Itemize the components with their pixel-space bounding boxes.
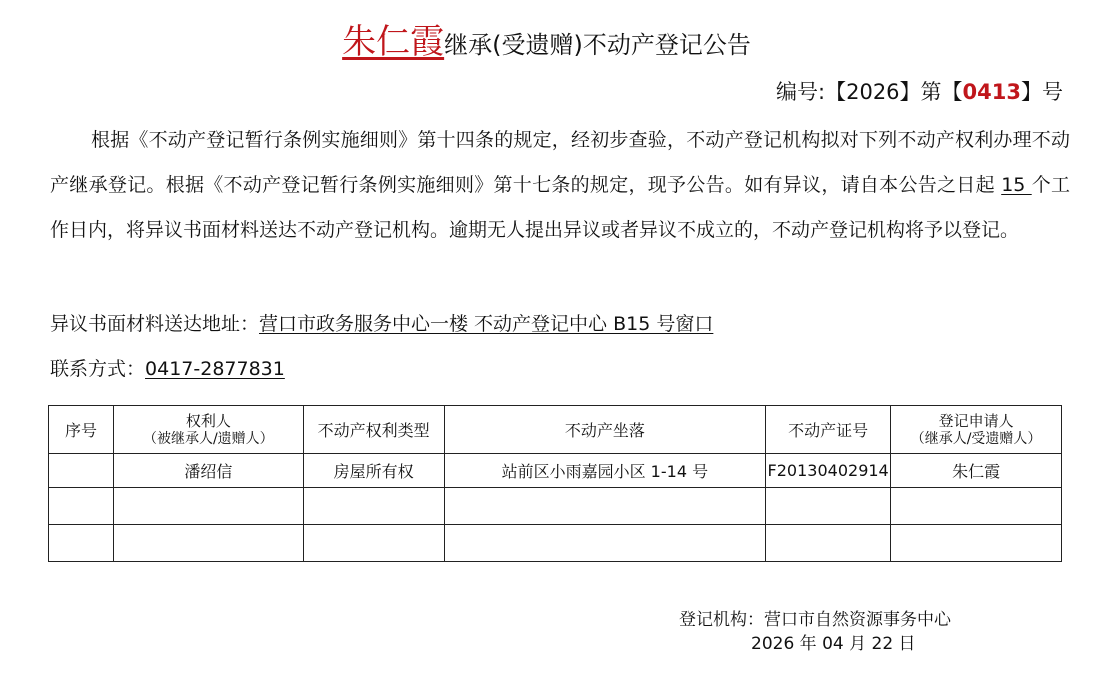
docno-mid: 】第【	[899, 80, 963, 104]
empty-cell	[891, 525, 1062, 562]
empty-cell	[49, 525, 114, 562]
docno-year: 2026	[846, 80, 900, 104]
docno-prefix: 编号:【	[776, 80, 847, 104]
header-applicant	[891, 406, 1062, 454]
header-applicant-sub: （继承人/受遗赠人）	[910, 430, 1042, 447]
table-header-row	[49, 406, 1062, 454]
table-row-empty	[49, 525, 1062, 562]
cell-applicant: 朱仁霞	[891, 454, 1062, 488]
empty-cell	[766, 488, 891, 525]
empty-cell	[891, 488, 1062, 525]
header-holder-sub: （被继承人/遗赠人）	[142, 430, 274, 447]
empty-cell	[113, 525, 303, 562]
empty-cell	[444, 488, 766, 525]
empty-cell	[113, 488, 303, 525]
applicant-name-title: 朱仁霞	[342, 22, 445, 62]
notice-title	[0, 22, 1093, 65]
body-part1: 根据《不动产登记暂行条例实施细则》第十四条的规定，经初步查验，不动产登记机构拟对下列不动产权利办理不动产继承登记。根据《不动产登记暂行条例实施细则》第十七条的规定，现予公告。如有异议，请自本公告之日起	[50, 129, 1070, 196]
title-suffix: 继承(受遗赠)不动产登记公告	[444, 31, 751, 59]
registration-table	[48, 405, 1062, 562]
objection-address	[50, 309, 713, 336]
header-right-type: 不动产权利类型	[303, 406, 444, 454]
table-row-empty	[49, 488, 1062, 525]
empty-cell	[49, 488, 114, 525]
issuing-organization: 登记机构：营口市自然资源事务中心	[679, 610, 951, 630]
contact-value: 0417-2877831	[145, 358, 285, 380]
address-label: 异议书面材料送达地址：	[50, 313, 260, 335]
table-row	[49, 454, 1062, 488]
cell-location: 站前区小雨嘉园小区 1-14 号	[444, 454, 766, 488]
empty-cell	[303, 488, 444, 525]
header-location: 不动产坐落	[444, 406, 766, 454]
cell-cert: F20130402914	[766, 454, 891, 488]
cell-right-type: 房屋所有权	[303, 454, 444, 488]
notice-footer	[679, 608, 951, 656]
contact-label: 联系方式：	[50, 358, 146, 380]
issue-date: 2026 年 04 月 22 日	[751, 634, 916, 654]
objection-days: 15	[1001, 174, 1032, 196]
header-holder-main: 权利人	[185, 411, 231, 430]
header-applicant-main: 登记申请人	[938, 411, 1014, 430]
header-cert: 不动产证号	[766, 406, 891, 454]
docno-number: 0413	[962, 80, 1021, 104]
empty-cell	[766, 525, 891, 562]
docno-suffix: 】号	[1021, 80, 1063, 104]
body-part2: 个工作日内，将异议书面材料送达不动产登记机构。逾期无人提出异议或者异议不成立的，不动产登记机构将予以登记。	[50, 174, 1070, 241]
cell-seq	[49, 454, 114, 488]
document-number	[776, 76, 1063, 106]
header-holder	[113, 406, 303, 454]
notice-body	[50, 118, 1070, 253]
empty-cell	[444, 525, 766, 562]
header-seq: 序号	[49, 406, 114, 454]
address-value: 营口市政务服务中心一楼 不动产登记中心 B15 号窗口	[259, 313, 714, 335]
empty-cell	[303, 525, 444, 562]
cell-holder: 潘绍信	[113, 454, 303, 488]
contact-info	[50, 354, 285, 381]
